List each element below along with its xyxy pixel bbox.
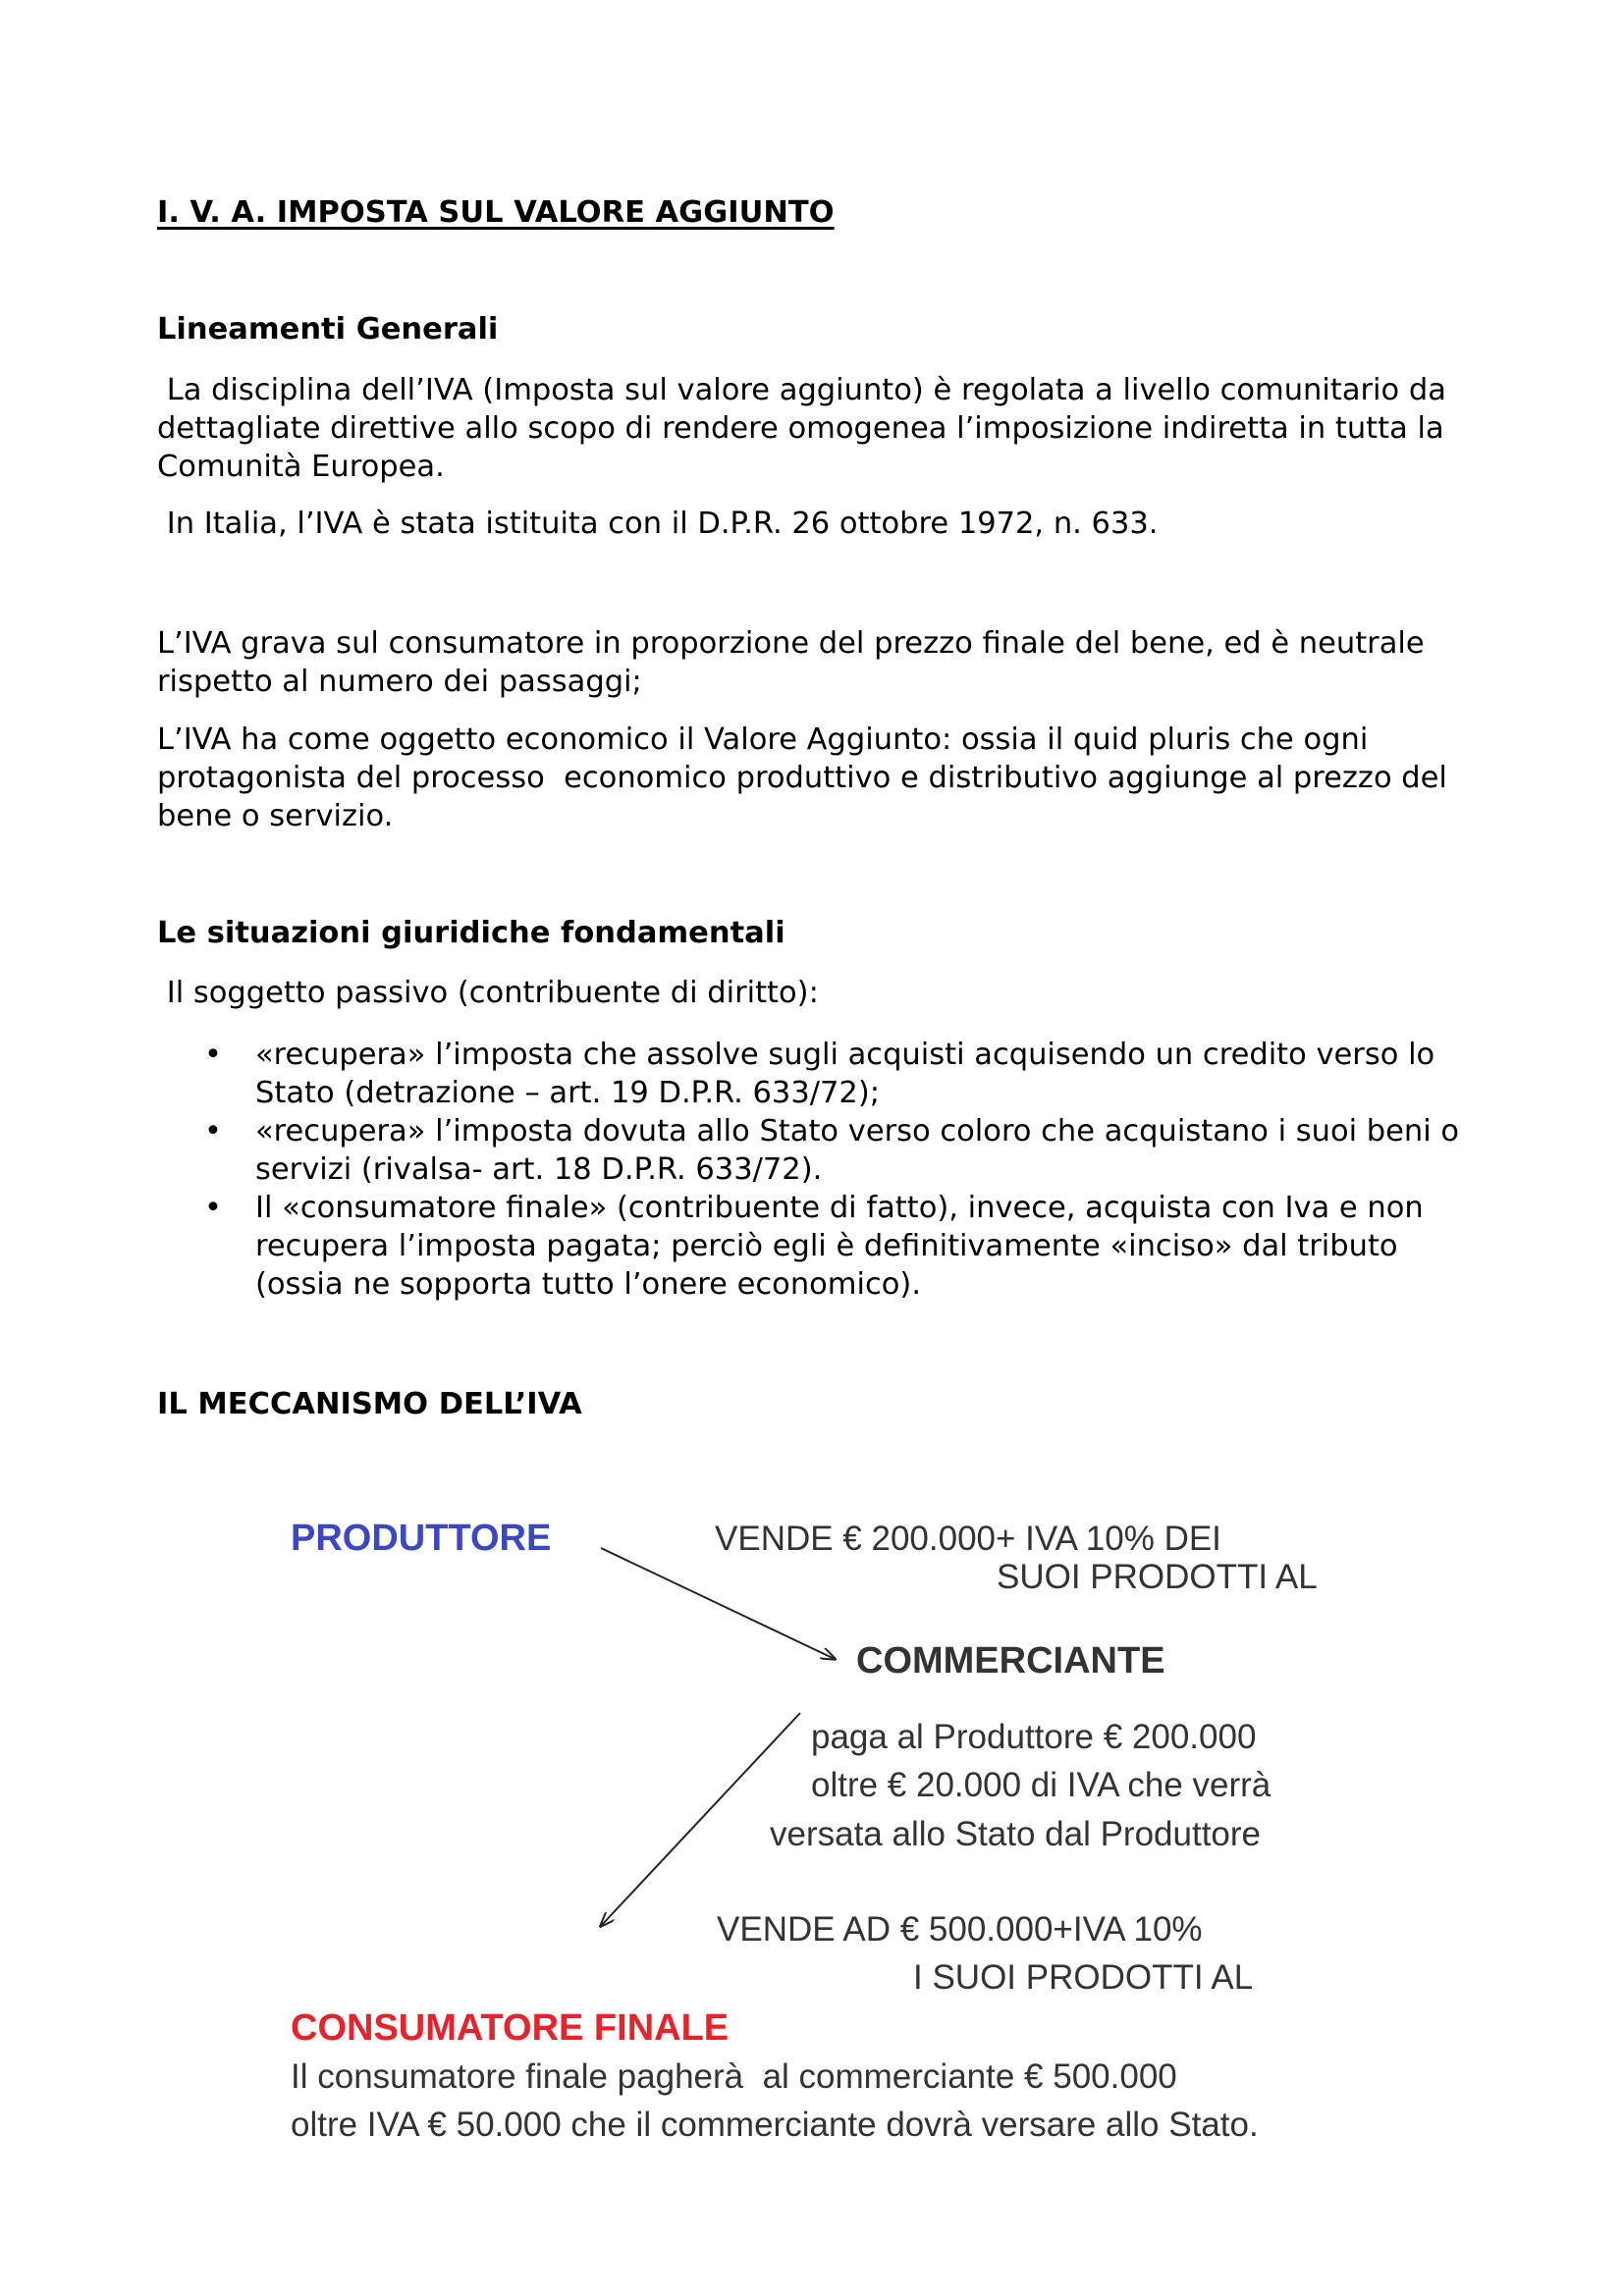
vende-commerciante-line1: VENDE AD € 500.000+IVA 10%: [717, 1910, 1203, 1949]
commerciante-label: COMMERCIANTE: [856, 1640, 1165, 1682]
text-line: protagonista del processo economico produttivo e distributivo aggiunge al prezzo del: [157, 761, 1447, 795]
text-line: rispetto al numero dei passaggi;: [157, 665, 642, 699]
consumatore-label: CONSUMATORE FINALE: [291, 2007, 730, 2049]
text-line: Comunità Europea.: [157, 450, 445, 484]
text-line: • Il «consumatore finale» (contribuente di fatto), invece, acquista con Iva e non: [255, 1191, 1424, 1225]
text-line: dettagliate direttive allo scopo di rendere omogenea l’imposizione indiretta in tutta la: [157, 411, 1444, 446]
produttore-label: PRODUTTORE: [291, 1518, 552, 1559]
text-line: • «recupera» l’imposta che assolve sugli acquisti acquisendo un credito verso lo: [255, 1038, 1435, 1072]
text-line: Stato (detrazione – art. 19 D.P.R. 633/72);: [255, 1076, 880, 1110]
text-line: (ossia ne sopporta tutto l’onere economico).: [255, 1267, 922, 1302]
text-line: servizi (rivalsa- art. 18 D.P.R. 633/72).: [255, 1152, 823, 1187]
vende-commerciante-line2: I SUOI PRODOTTI AL: [913, 1958, 1254, 1997]
final-line1: Il consumatore finale pagherà al commerciante € 500.000: [291, 2057, 1177, 2096]
paga-line1: paga al Produttore € 200.000: [811, 1718, 1257, 1756]
vende-produttore-line2: SUOI PRODOTTI AL: [997, 1558, 1318, 1596]
paragraph-taxpayer: Il soggetto passivo (contribuente di diritto):: [157, 976, 819, 1010]
text-line: L’IVA ha come oggetto economico il Valore Aggiunto: ossia il quid pluris che ogni: [157, 722, 1369, 757]
paragraph-italy: In Italia, l’IVA è stata istituita con il D.P.R. 26 ottobre 1972, n. 633.: [157, 507, 1159, 541]
text-line: • «recupera» l’imposta dovuta allo Stato verso coloro che acquistano i suoi beni o: [255, 1114, 1460, 1148]
heading-mechanism: IL MECCANISMO DELL’IVA: [157, 1387, 582, 1421]
final-line2: oltre IVA € 50.000 che il commerciante dovrà versare allo Stato.: [291, 2106, 1259, 2144]
vende-produttore-line1: VENDE € 200.000+ IVA 10% DEI: [715, 1520, 1221, 1558]
text-line: La disciplina dell’IVA (Imposta sul valore aggiunto) è regolata a livello comunitario da: [157, 373, 1446, 407]
paga-line2: oltre € 20.000 di IVA che verrà: [811, 1766, 1271, 1804]
heading-general: Lineamenti Generali: [157, 312, 499, 347]
arrow-produttore-to-commerciante: [601, 1548, 835, 1659]
document-title: I. V. A. IMPOSTA SUL VALORE AGGIUNTO: [157, 195, 835, 230]
text-line: bene o servizio.: [157, 799, 394, 833]
text-line: recupera l’imposta pagata; perciò egli è definitivamente «inciso» dal tributo: [255, 1229, 1398, 1263]
heading-situations: Le situazioni giuridiche fondamentali: [157, 916, 785, 950]
paga-line3: versata allo Stato dal Produttore: [770, 1815, 1262, 1853]
text-line: L’IVA grava sul consumatore in proporzione del prezzo finale del bene, ed è neutrale: [157, 626, 1425, 661]
